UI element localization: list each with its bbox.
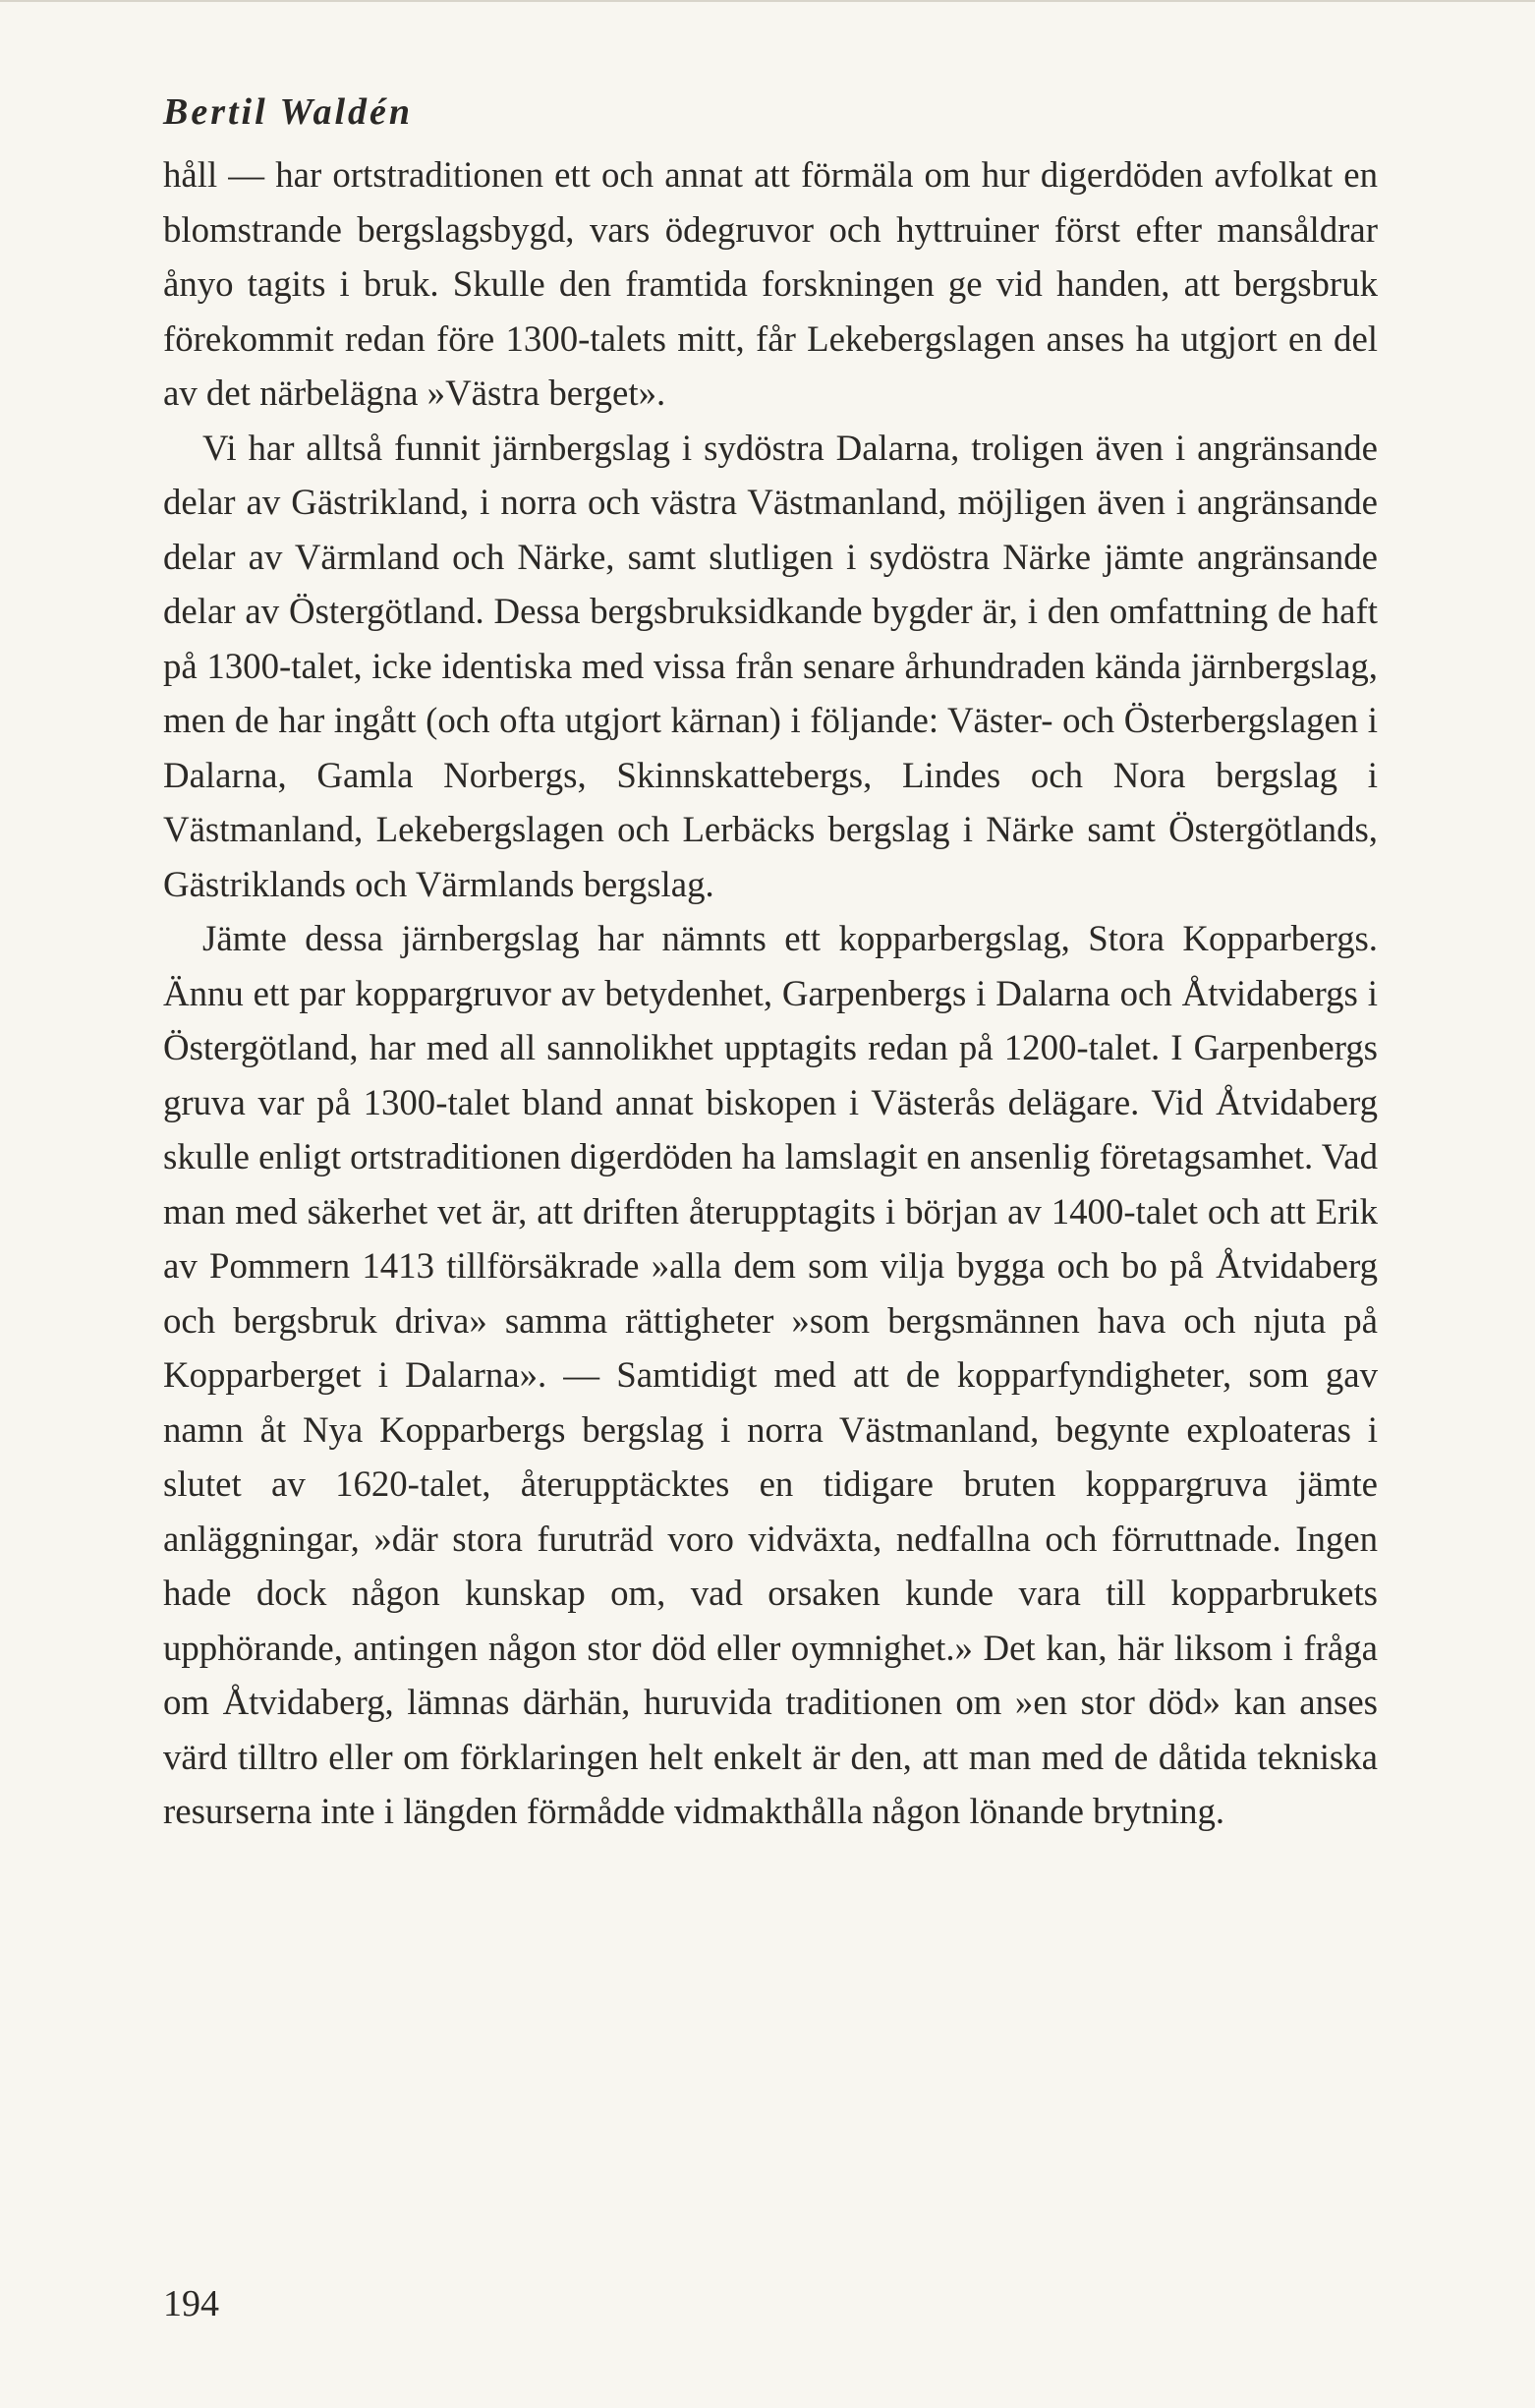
page-number: 194 xyxy=(163,2283,219,2324)
running-head-author: Bertil Waldén xyxy=(163,91,414,133)
paragraph-continuation: håll — har ortstraditionen ett och annat att förmäla om hur digerdöden avfolkat en blomstrande bergslagsbygd, vars ödegruvor och hyttruiner först efter mansåldrar ånyo tagits i bruk. Skulle den framtida forskningen ge vid handen, att bergsbruk förekommit redan före 1300-talets mitt, får Lekebergslagen anses ha utgjort en del av det närbelägna »Västra berget». xyxy=(163,154,1378,413)
page-top-edge xyxy=(0,0,1535,2)
paragraph-copper-mining-districts: Jämte dessa järnbergslag har nämnts ett kopparbergslag, Stora Kopparbergs. Ännu ett par koppargruvor av betydenhet, Garpenbergs i Dalarna och Åtvidabergs i Östergötland, har med all sannolikhet upptagits redan på 1200-talet. I Garpenbergs gruva var på 1300-talet bland annat biskopen i Västerås delägare. Vid Åtvidaberg skulle enligt ortstraditionen digerdöden ha lamslagit en ansenlig företagsamhet. Vad man med säkerhet vet är, att driften återupptagits i början av 1400-talet och att Erik av Pommern 1413 tillförsäkrade »alla dem som vilja bygga och bo på Åtvidaberg och bergsbruk driva» samma rättigheter »som bergsmännen hava och njuta på Kopparberget i Dalarna». — Samtidigt med att de kopparfyndigheter, som gav namn åt Nya Kopparbergs bergslag i norra Västmanland, begynte exploateras i slutet av 1620-talet, återupptäcktes en tidigare bruten koppargruva jämte anläggningar, »där stora furuträd voro vidväxta, nedfallna och förruttnade. Ingen hade dock någon kunskap om, vad orsaken kunde vara till kopparbrukets upphörande, antingen någon stor död eller oymnighet.» Det kan, här liksom i fråga om Åtvidaberg, lämnas därhän, huruvida traditionen om »en stor död» kan anses värd tilltro eller om förklaringen helt enkelt är den, att man med de dåtida tekniska resurserna inte i längden förmådde vidmakthålla någon lönande brytning. xyxy=(163,918,1378,1831)
paragraph-iron-mining-districts: Vi har alltså funnit järnbergslag i sydöstra Dalarna, troligen även i angränsande delar av Gästrikland, i norra och västra Västmanland, möjligen även i angränsande delar av Värmland och Närke, samt slutligen i sydöstra Närke jämte angränsande delar av Östergötland. Dessa bergsbruksidkande bygder är, i den omfattning de haft på 1300-talet, icke identiska med vissa från senare århundraden kända järnbergslag, men de har ingått (och ofta utgjort kärnan) i följande: Väster- och Österbergslagen i Dalarna, Gamla Norbergs, Skinnskattebergs, Lindes och Nora bergslag i Västmanland, Lekebergslagen och Lerbäcks bergslag i Närke samt Östergötlands, Gästriklands och Värmlands bergslag. xyxy=(163,427,1378,904)
body-text xyxy=(163,147,1378,1839)
